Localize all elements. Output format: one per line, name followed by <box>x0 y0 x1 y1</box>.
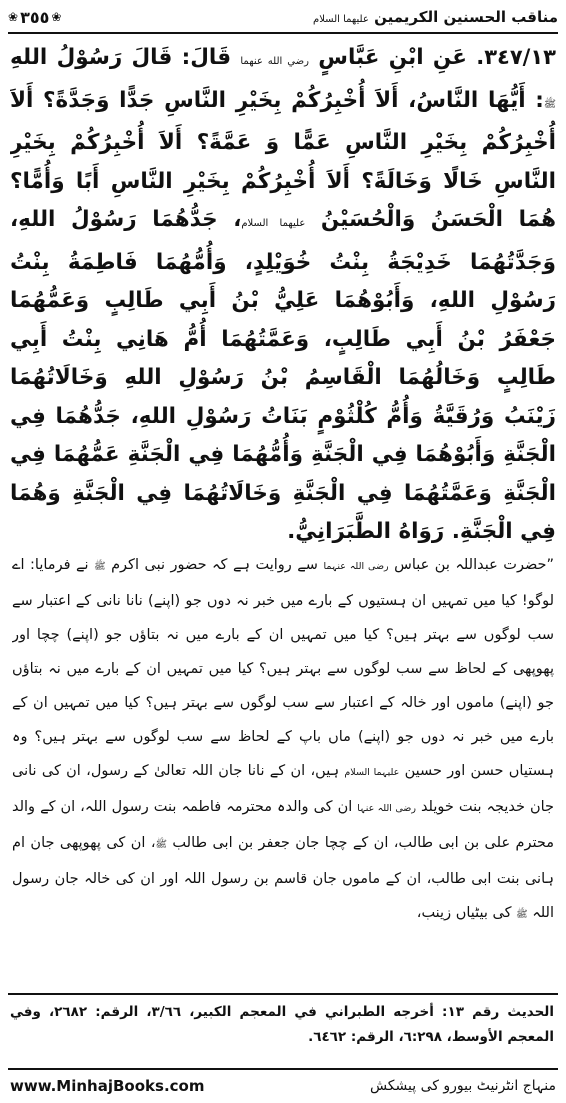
translation-part-2: سے روایت ہے کہ حضور نبی اکرم <box>111 557 318 573</box>
footnote <box>10 1000 554 1052</box>
salutation-icon: ﷺ <box>155 839 167 850</box>
page-footer <box>10 1072 556 1100</box>
footnote-text: الحديث رقم ١٣: أخرجه الطبراني في المعجم الكبير، ٣/٦٦، الرقم: ٢٦٨٢، وفي المعجم الأوسط، ٦:٢٩٨، الرقم: ٦٤٦٢. <box>10 1004 554 1045</box>
page-number-box <box>8 8 61 27</box>
footer-credit: منہاج انٹرنیٹ بیورو کی پیشکش <box>369 1078 556 1094</box>
page-header <box>8 4 558 34</box>
hadith-arabic-text <box>10 38 556 543</box>
salutation-icon: ﷺ <box>543 98 556 110</box>
book-title-text: مناقب الحسنين الكريمين <box>374 8 558 26</box>
book-title <box>313 8 558 26</box>
translation-part-1: ”حضرت عبداللہ بن عباس <box>394 557 554 573</box>
translation-part-7: کی بیٹیاں زینب، <box>416 905 512 921</box>
hadith-text-part-2: ، جَدُّهُمَا رَسُوْلُ اللهِ، وَجَدَّتُهُمَا خَدِيْجَةُ بِنْتُ خُوَيْلِدٍ، وَأُمُّهُمَا فَاطِمَةُ بِنْتُ رَسُوْلِ اللهِ، وَأَبُوْهُمَا عَلِيُّ بْنُ أَبِي طَالِبٍ وَعَمُّهُمَا جَعْفَرُ بْنُ أَبِي طَالِبٍ، وَعَمَّتُهُمَا أُمُّ هَانِي بِنْتُ أَبِي طَالِبٍ وَخَالُهُمَا الْقَاسِمُ بْنُ رَسُوْلِ اللهِ وَخَالَاتُهُمَا زَيْنَبُ وَرُقَيَّةُ وَأُمُّ كُلْثُوْمٍ بَنَاتُ رَسُوْلِ اللهِ، جَدُّهُمَا فِي الْجَنَّةِ وَأَبُوْهُمَا فِي الْجَنَّةِ وَأُمُّهُمَا فِي الْجَنَّةِ عَمُّهُمَا فِي الْجَنَّةِ وَعَمَّتُهُمَا فِي الْجَنَّةِ وَخَالَاتُهُمَا فِي الْجَنَّةِ وَهُمَا فِي الْجَنَّةِ. رَوَاهُ الطَّبَرَانِيُّ. <box>10 207 556 543</box>
hadith-number: ٣٤٧/١٣. <box>476 45 556 69</box>
salutation-icon: ﷺ <box>516 909 528 920</box>
hadith-text-part-1: : أَيُّهَا النَّاسُ، أَلاَ أُخْبِرُكُمْ بِخَيْرِ النَّاسِ جَدًّا وَجَدَّةً؟ أَلاَ أُخْبِرُكُمْ بِخَيْرِ النَّاسِ عَمًّا وَ عَمَّةً؟ أَلاَ أُخْبِرُكُمْ بِخَيْرِ النَّاسِ خَالًا وَخَالَةً؟ أَلاَ أُخْبِرُكُمْ بِخَيْرِ النَّاسِ أَبًا وَأُمًّا؟ هُمَا الْحَسَنُ وَالْحُسَيْنُ <box>10 87 556 232</box>
hadith-lead: قَالَ: قَالَ رَسُوْلُ اللهِ <box>10 45 232 70</box>
translation-honorific-3: رضی اللہ عنہا <box>357 803 416 814</box>
page-number: ٣٥٥ <box>20 7 50 27</box>
translation-honorific-2: علیہما السلام <box>344 767 400 778</box>
narrator-honorific: رضي الله عنهما <box>240 56 309 67</box>
salutation-icon: ﷺ <box>94 561 106 572</box>
urdu-translation <box>12 548 554 988</box>
translation-part-5: ان کی والدہ محترمہ فاطمہ بنت رسول اللہ، ان کے والد محترم علی بن ابی طالب، ان کے چچا جان جعفر بن ابی طالب <box>12 799 554 851</box>
ornament-icon: ❀ <box>8 10 19 24</box>
hadith-narrator: عَنِ ابْنِ عَبَّاسٍ <box>318 45 467 70</box>
ornament-icon: ❀ <box>51 10 62 24</box>
translation-part-4: ہیں، ان کے نانا جان اللہ تعالیٰ کے رسول، ان کی نانی جان خدیجہ بنت خویلد <box>12 763 554 815</box>
footer-divider <box>8 1068 558 1070</box>
honorific-text: عليهما السلام <box>241 218 306 229</box>
translation-part-6: ، ان کی پھوپھی جان ام ہانی بنت ابی طالب، ان کے ماموں جان قاسم بن رسول اللہ اور ان کی خالہ جان رسول اللہ <box>12 835 554 921</box>
translation-part-3: نے فرمایا: اے لوگو! کیا میں تمہیں ان ہستیوں کے بارے میں خبر نہ دوں جو (اپنے) نانا نانی کے اعتبار سے سب لوگوں سے بہتر ہیں؟ کیا میں تمہیں ان کے بارے میں نہ بتاؤں جو (اپنے) چچا اور پھوپھی کے لحاظ سے سب لوگوں سے بہتر ہیں؟ کیا میں تمہیں ان کے بارے میں نہ بتاؤں جو (اپنے) ماموں اور خالہ کے اعتبار سے سب لوگوں سے بہتر ہیں؟ کیا میں تمہیں ان کے بارے میں خبر نہ دوں جو (اپنے) ماں باپ کے لحاظ سے سب لوگوں سے بہتر ہیں؟ وہ ہستیاں حسن اور حسین <box>12 557 554 779</box>
translation-honorific-1: رضی اللہ عنہما <box>323 561 389 572</box>
footer-url[interactable]: www.MinhajBooks.com <box>10 1077 205 1095</box>
book-title-honorific: عليهما السلام <box>313 14 369 25</box>
footnote-divider <box>8 993 558 995</box>
